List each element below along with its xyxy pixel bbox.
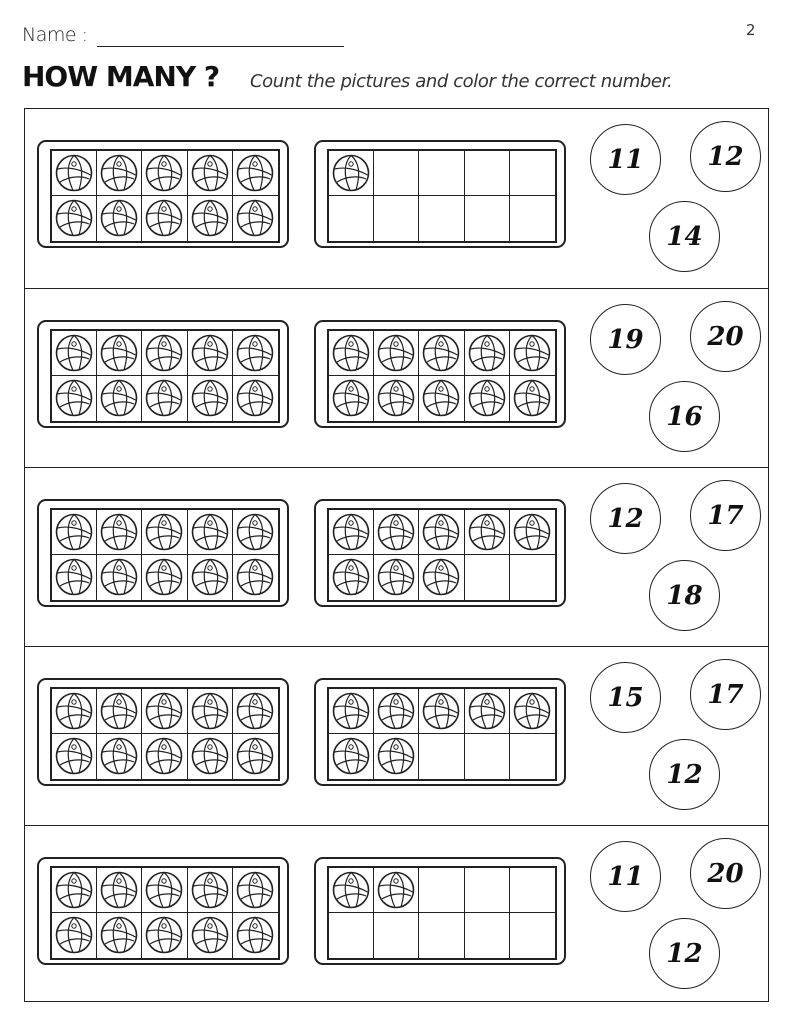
beach-ball-icon xyxy=(54,153,94,193)
ten-frame-cell xyxy=(329,689,374,734)
ten-frame-grid xyxy=(327,866,557,960)
ten-frame-cell xyxy=(465,734,510,779)
worksheet-frame xyxy=(24,108,769,1002)
beach-ball-icon xyxy=(144,870,184,910)
ten-frame-cell xyxy=(97,913,142,958)
ten-frame-cell xyxy=(142,331,187,376)
beach-ball-icon xyxy=(235,378,275,418)
ten-frame-cell xyxy=(329,376,374,421)
ten-frame-cell xyxy=(233,913,278,958)
answer-choice-circle[interactable]: 20 xyxy=(690,838,761,909)
ten-frame-left xyxy=(37,140,289,248)
ten-frame-cell xyxy=(188,555,233,600)
beach-ball-icon xyxy=(421,512,461,552)
ten-frame-cell xyxy=(419,868,464,913)
ten-frame-cell xyxy=(233,689,278,734)
ten-frame-cell xyxy=(188,689,233,734)
ten-frame-cell xyxy=(419,689,464,734)
beach-ball-icon xyxy=(54,870,94,910)
problem-row xyxy=(25,109,768,288)
ten-frame-cell xyxy=(329,151,374,196)
answer-choice-circle[interactable]: 11 xyxy=(590,841,661,912)
ten-frame-cell xyxy=(465,510,510,555)
beach-ball-icon xyxy=(421,557,461,597)
ten-frame-cell xyxy=(465,196,510,241)
answer-choice-circle[interactable]: 16 xyxy=(649,381,720,452)
beach-ball-icon xyxy=(99,512,139,552)
beach-ball-icon xyxy=(99,153,139,193)
ten-frame-cell xyxy=(510,689,555,734)
ten-frame-right xyxy=(314,499,566,607)
beach-ball-icon xyxy=(376,870,416,910)
ten-frame-cell xyxy=(97,151,142,196)
ten-frame-cell xyxy=(52,734,97,779)
ten-frame-cell xyxy=(465,331,510,376)
beach-ball-icon xyxy=(54,378,94,418)
beach-ball-icon xyxy=(512,691,552,731)
ten-frame-cell xyxy=(188,913,233,958)
beach-ball-icon xyxy=(144,512,184,552)
ten-frame-cell xyxy=(465,913,510,958)
ten-frame-cell xyxy=(329,734,374,779)
beach-ball-icon xyxy=(467,691,507,731)
beach-ball-icon xyxy=(144,557,184,597)
beach-ball-icon xyxy=(190,512,230,552)
ten-frame-cell xyxy=(142,151,187,196)
ten-frame-cell xyxy=(374,331,419,376)
ten-frame-cell xyxy=(188,196,233,241)
ten-frame-cell xyxy=(188,510,233,555)
beach-ball-icon xyxy=(99,378,139,418)
name-line[interactable] xyxy=(97,46,344,47)
beach-ball-icon xyxy=(190,736,230,776)
answer-choice-circle[interactable]: 12 xyxy=(649,739,720,810)
ten-frame-left xyxy=(37,499,289,607)
ten-frame-grid xyxy=(50,687,280,781)
ten-frame-cell xyxy=(510,376,555,421)
ten-frame-cell xyxy=(188,331,233,376)
beach-ball-icon xyxy=(331,512,371,552)
ten-frame-cell xyxy=(97,331,142,376)
beach-ball-icon xyxy=(99,915,139,955)
ten-frame-left xyxy=(37,857,289,965)
ten-frame-grid xyxy=(327,149,557,243)
ten-frame-cell xyxy=(97,376,142,421)
answer-choice-circle[interactable]: 14 xyxy=(649,201,720,272)
beach-ball-icon xyxy=(421,378,461,418)
beach-ball-icon xyxy=(99,557,139,597)
problem-row xyxy=(25,288,768,467)
ten-frame-cell xyxy=(142,376,187,421)
beach-ball-icon xyxy=(235,915,275,955)
beach-ball-icon xyxy=(144,378,184,418)
ten-frame-cell xyxy=(329,913,374,958)
ten-frame-cell xyxy=(233,196,278,241)
answer-choice-circle[interactable]: 11 xyxy=(590,124,661,195)
ten-frame-cell xyxy=(419,196,464,241)
ten-frame-cell xyxy=(510,734,555,779)
beach-ball-icon xyxy=(235,198,275,238)
beach-ball-icon xyxy=(144,153,184,193)
ten-frame-right xyxy=(314,140,566,248)
ten-frame-cell xyxy=(419,555,464,600)
beach-ball-icon xyxy=(235,870,275,910)
ten-frame-cell xyxy=(97,734,142,779)
ten-frame-cell xyxy=(329,331,374,376)
problem-row xyxy=(25,646,768,825)
beach-ball-icon xyxy=(190,870,230,910)
ten-frame-cell xyxy=(374,510,419,555)
beach-ball-icon xyxy=(376,736,416,776)
ten-frame-cell xyxy=(374,151,419,196)
beach-ball-icon xyxy=(144,736,184,776)
ten-frame-left xyxy=(37,678,289,786)
beach-ball-icon xyxy=(99,198,139,238)
beach-ball-icon xyxy=(99,691,139,731)
answer-choice-circle[interactable]: 19 xyxy=(590,304,661,375)
ten-frame-cell xyxy=(374,913,419,958)
beach-ball-icon xyxy=(331,153,371,193)
ten-frame-cell xyxy=(142,734,187,779)
answer-choice-circle[interactable]: 17 xyxy=(690,659,761,730)
beach-ball-icon xyxy=(331,736,371,776)
page-number: 2 xyxy=(746,21,756,39)
beach-ball-icon xyxy=(376,557,416,597)
beach-ball-icon xyxy=(421,333,461,373)
ten-frame-cell xyxy=(419,734,464,779)
ten-frame-cell xyxy=(188,734,233,779)
problem-row xyxy=(25,467,768,646)
ten-frame-cell xyxy=(465,376,510,421)
ten-frame-cell xyxy=(465,555,510,600)
beach-ball-icon xyxy=(190,691,230,731)
ten-frame-cell xyxy=(510,331,555,376)
ten-frame-cell xyxy=(233,331,278,376)
beach-ball-icon xyxy=(54,512,94,552)
beach-ball-icon xyxy=(144,915,184,955)
ten-frame-cell xyxy=(142,196,187,241)
ten-frame-cell xyxy=(97,555,142,600)
beach-ball-icon xyxy=(190,915,230,955)
ten-frame-cell xyxy=(97,510,142,555)
ten-frame-cell xyxy=(188,376,233,421)
beach-ball-icon xyxy=(54,198,94,238)
beach-ball-icon xyxy=(331,333,371,373)
answer-choice-circle[interactable]: 12 xyxy=(590,483,661,554)
ten-frame-cell xyxy=(419,376,464,421)
beach-ball-icon xyxy=(235,557,275,597)
instructions: Count the pictures and color the correct number. xyxy=(250,71,673,92)
beach-ball-icon xyxy=(331,557,371,597)
ten-frame-cell xyxy=(465,868,510,913)
ten-frame-cell xyxy=(419,510,464,555)
ten-frame-cell xyxy=(233,555,278,600)
ten-frame-cell xyxy=(52,151,97,196)
ten-frame-cell xyxy=(374,734,419,779)
problem-row xyxy=(25,825,768,1004)
name-label: Name : xyxy=(22,24,88,46)
beach-ball-icon xyxy=(331,870,371,910)
ten-frame-cell xyxy=(510,868,555,913)
ten-frame-cell xyxy=(52,555,97,600)
beach-ball-icon xyxy=(54,736,94,776)
ten-frame-cell xyxy=(510,196,555,241)
beach-ball-icon xyxy=(512,378,552,418)
ten-frame-cell xyxy=(374,868,419,913)
ten-frame-cell xyxy=(374,376,419,421)
ten-frame-right xyxy=(314,678,566,786)
ten-frame-right xyxy=(314,857,566,965)
ten-frame-cell xyxy=(419,151,464,196)
ten-frame-grid xyxy=(327,687,557,781)
beach-ball-icon xyxy=(235,736,275,776)
ten-frame-grid xyxy=(50,329,280,423)
ten-frame-cell xyxy=(188,151,233,196)
beach-ball-icon xyxy=(331,378,371,418)
beach-ball-icon xyxy=(190,378,230,418)
ten-frame-cell xyxy=(510,913,555,958)
beach-ball-icon xyxy=(467,333,507,373)
ten-frame-cell xyxy=(52,331,97,376)
beach-ball-icon xyxy=(144,333,184,373)
beach-ball-icon xyxy=(376,378,416,418)
ten-frame-cell xyxy=(142,555,187,600)
ten-frame-cell xyxy=(329,196,374,241)
answer-choice-circle[interactable]: 12 xyxy=(690,121,761,192)
ten-frame-cell xyxy=(52,868,97,913)
ten-frame-cell xyxy=(374,196,419,241)
ten-frame-cell xyxy=(142,689,187,734)
ten-frame-cell xyxy=(52,196,97,241)
ten-frame-cell xyxy=(233,151,278,196)
ten-frame-grid xyxy=(50,866,280,960)
beach-ball-icon xyxy=(99,736,139,776)
ten-frame-cell xyxy=(188,868,233,913)
beach-ball-icon xyxy=(235,333,275,373)
ten-frame-left xyxy=(37,320,289,428)
beach-ball-icon xyxy=(376,333,416,373)
beach-ball-icon xyxy=(421,691,461,731)
beach-ball-icon xyxy=(512,333,552,373)
answer-choice-circle[interactable]: 18 xyxy=(649,560,720,631)
beach-ball-icon xyxy=(190,153,230,193)
beach-ball-icon xyxy=(99,333,139,373)
ten-frame-cell xyxy=(233,510,278,555)
ten-frame-cell xyxy=(52,510,97,555)
ten-frame-cell xyxy=(374,689,419,734)
ten-frame-grid xyxy=(327,329,557,423)
ten-frame-cell xyxy=(97,868,142,913)
beach-ball-icon xyxy=(467,378,507,418)
beach-ball-icon xyxy=(190,557,230,597)
ten-frame-cell xyxy=(329,555,374,600)
ten-frame-cell xyxy=(465,151,510,196)
answer-choice-circle[interactable]: 17 xyxy=(690,480,761,551)
beach-ball-icon xyxy=(190,198,230,238)
answer-choice-circle[interactable]: 12 xyxy=(649,918,720,989)
beach-ball-icon xyxy=(54,691,94,731)
beach-ball-icon xyxy=(144,691,184,731)
ten-frame-cell xyxy=(510,555,555,600)
answer-choice-circle[interactable]: 20 xyxy=(690,301,761,372)
beach-ball-icon xyxy=(54,333,94,373)
ten-frame-cell xyxy=(419,331,464,376)
ten-frame-cell xyxy=(97,196,142,241)
ten-frame-cell xyxy=(233,734,278,779)
ten-frame-cell xyxy=(142,510,187,555)
ten-frame-cell xyxy=(142,868,187,913)
beach-ball-icon xyxy=(235,512,275,552)
beach-ball-icon xyxy=(235,153,275,193)
beach-ball-icon xyxy=(467,512,507,552)
beach-ball-icon xyxy=(376,691,416,731)
ten-frame-grid xyxy=(50,149,280,243)
ten-frame-cell xyxy=(510,510,555,555)
ten-frame-cell xyxy=(52,913,97,958)
ten-frame-cell xyxy=(510,151,555,196)
beach-ball-icon xyxy=(331,691,371,731)
beach-ball-icon xyxy=(376,512,416,552)
beach-ball-icon xyxy=(190,333,230,373)
beach-ball-icon xyxy=(54,915,94,955)
ten-frame-cell xyxy=(419,913,464,958)
ten-frame-cell xyxy=(97,689,142,734)
ten-frame-cell xyxy=(52,376,97,421)
ten-frame-grid xyxy=(50,508,280,602)
ten-frame-cell xyxy=(142,913,187,958)
ten-frame-cell xyxy=(465,689,510,734)
beach-ball-icon xyxy=(512,512,552,552)
beach-ball-icon xyxy=(235,691,275,731)
ten-frame-right xyxy=(314,320,566,428)
beach-ball-icon xyxy=(99,870,139,910)
ten-frame-cell xyxy=(233,376,278,421)
page-title: HOW MANY ? xyxy=(22,60,220,93)
ten-frame-cell xyxy=(374,555,419,600)
beach-ball-icon xyxy=(144,198,184,238)
answer-choice-circle[interactable]: 15 xyxy=(590,662,661,733)
ten-frame-cell xyxy=(52,689,97,734)
ten-frame-cell xyxy=(329,868,374,913)
ten-frame-cell xyxy=(233,868,278,913)
ten-frame-grid xyxy=(327,508,557,602)
beach-ball-icon xyxy=(54,557,94,597)
ten-frame-cell xyxy=(329,510,374,555)
